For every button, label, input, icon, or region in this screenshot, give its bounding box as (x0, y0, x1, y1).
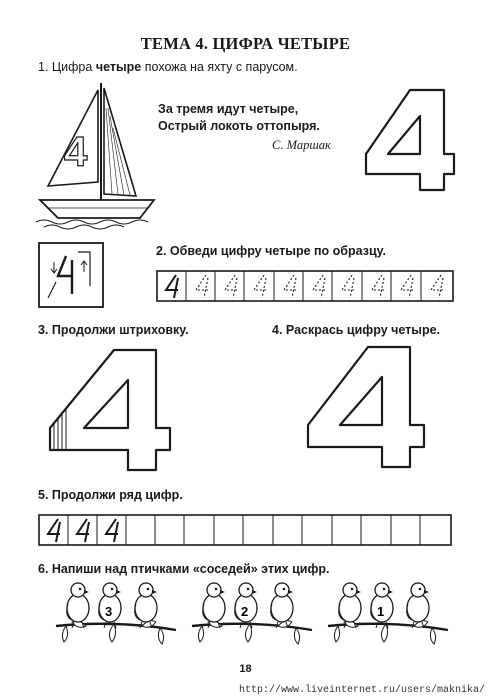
page-title: ТЕМА 4. ЦИФРА ЧЕТЫРЕ (140, 34, 351, 53)
task-5-heading: 5. Продолжи ряд цифр. (38, 488, 183, 502)
poem-author: С. Маршак (272, 138, 331, 152)
yacht-illustration (36, 78, 166, 228)
birds-illustration (56, 586, 452, 650)
tracing-row (156, 270, 454, 302)
task-4-heading: 4. Раскрась цифру четыре. (272, 323, 441, 337)
task-1-bold: четыре (95, 60, 142, 74)
task-1-heading (38, 60, 298, 74)
task-6-quote: «соседей» (192, 562, 258, 576)
bird-group-3 (328, 583, 448, 644)
task-1-number: 1. (38, 60, 49, 74)
bird-digit-3: 1 (377, 604, 385, 619)
task-1-pre: Цифра (51, 60, 93, 74)
task-6-pre: 6. Напиши над птичками (38, 562, 190, 576)
digit-row (38, 514, 452, 546)
task-6-heading (38, 562, 330, 576)
task-6-post: этих цифр. (261, 562, 330, 576)
page-number: 18 (239, 663, 252, 675)
large-digit-four-top (358, 88, 454, 192)
poem-line-1: За тремя идут четыре, (158, 102, 299, 116)
tracing-sample-cell (38, 242, 104, 308)
bird-group-1 (56, 583, 176, 644)
hatching-digit-four (48, 348, 170, 472)
bird-digit-2: 2 (241, 604, 249, 619)
task-2-heading: 2. Обведи цифру четыре по образцу. (156, 244, 386, 258)
bird-digit-1: 3 (105, 604, 113, 619)
bird-group-2 (192, 583, 312, 644)
poem-line-2: Острый локоть оттопыря. (158, 119, 320, 133)
coloring-digit-four (306, 345, 424, 469)
watermark-url: http://www.liveinternet.ru/users/maknika/ (238, 685, 485, 696)
task-1-post: похожа на яхту с парусом. (144, 60, 298, 74)
yacht-digit: 4 (64, 128, 88, 175)
task-3-heading: 3. Продолжи штриховку. (38, 323, 189, 337)
